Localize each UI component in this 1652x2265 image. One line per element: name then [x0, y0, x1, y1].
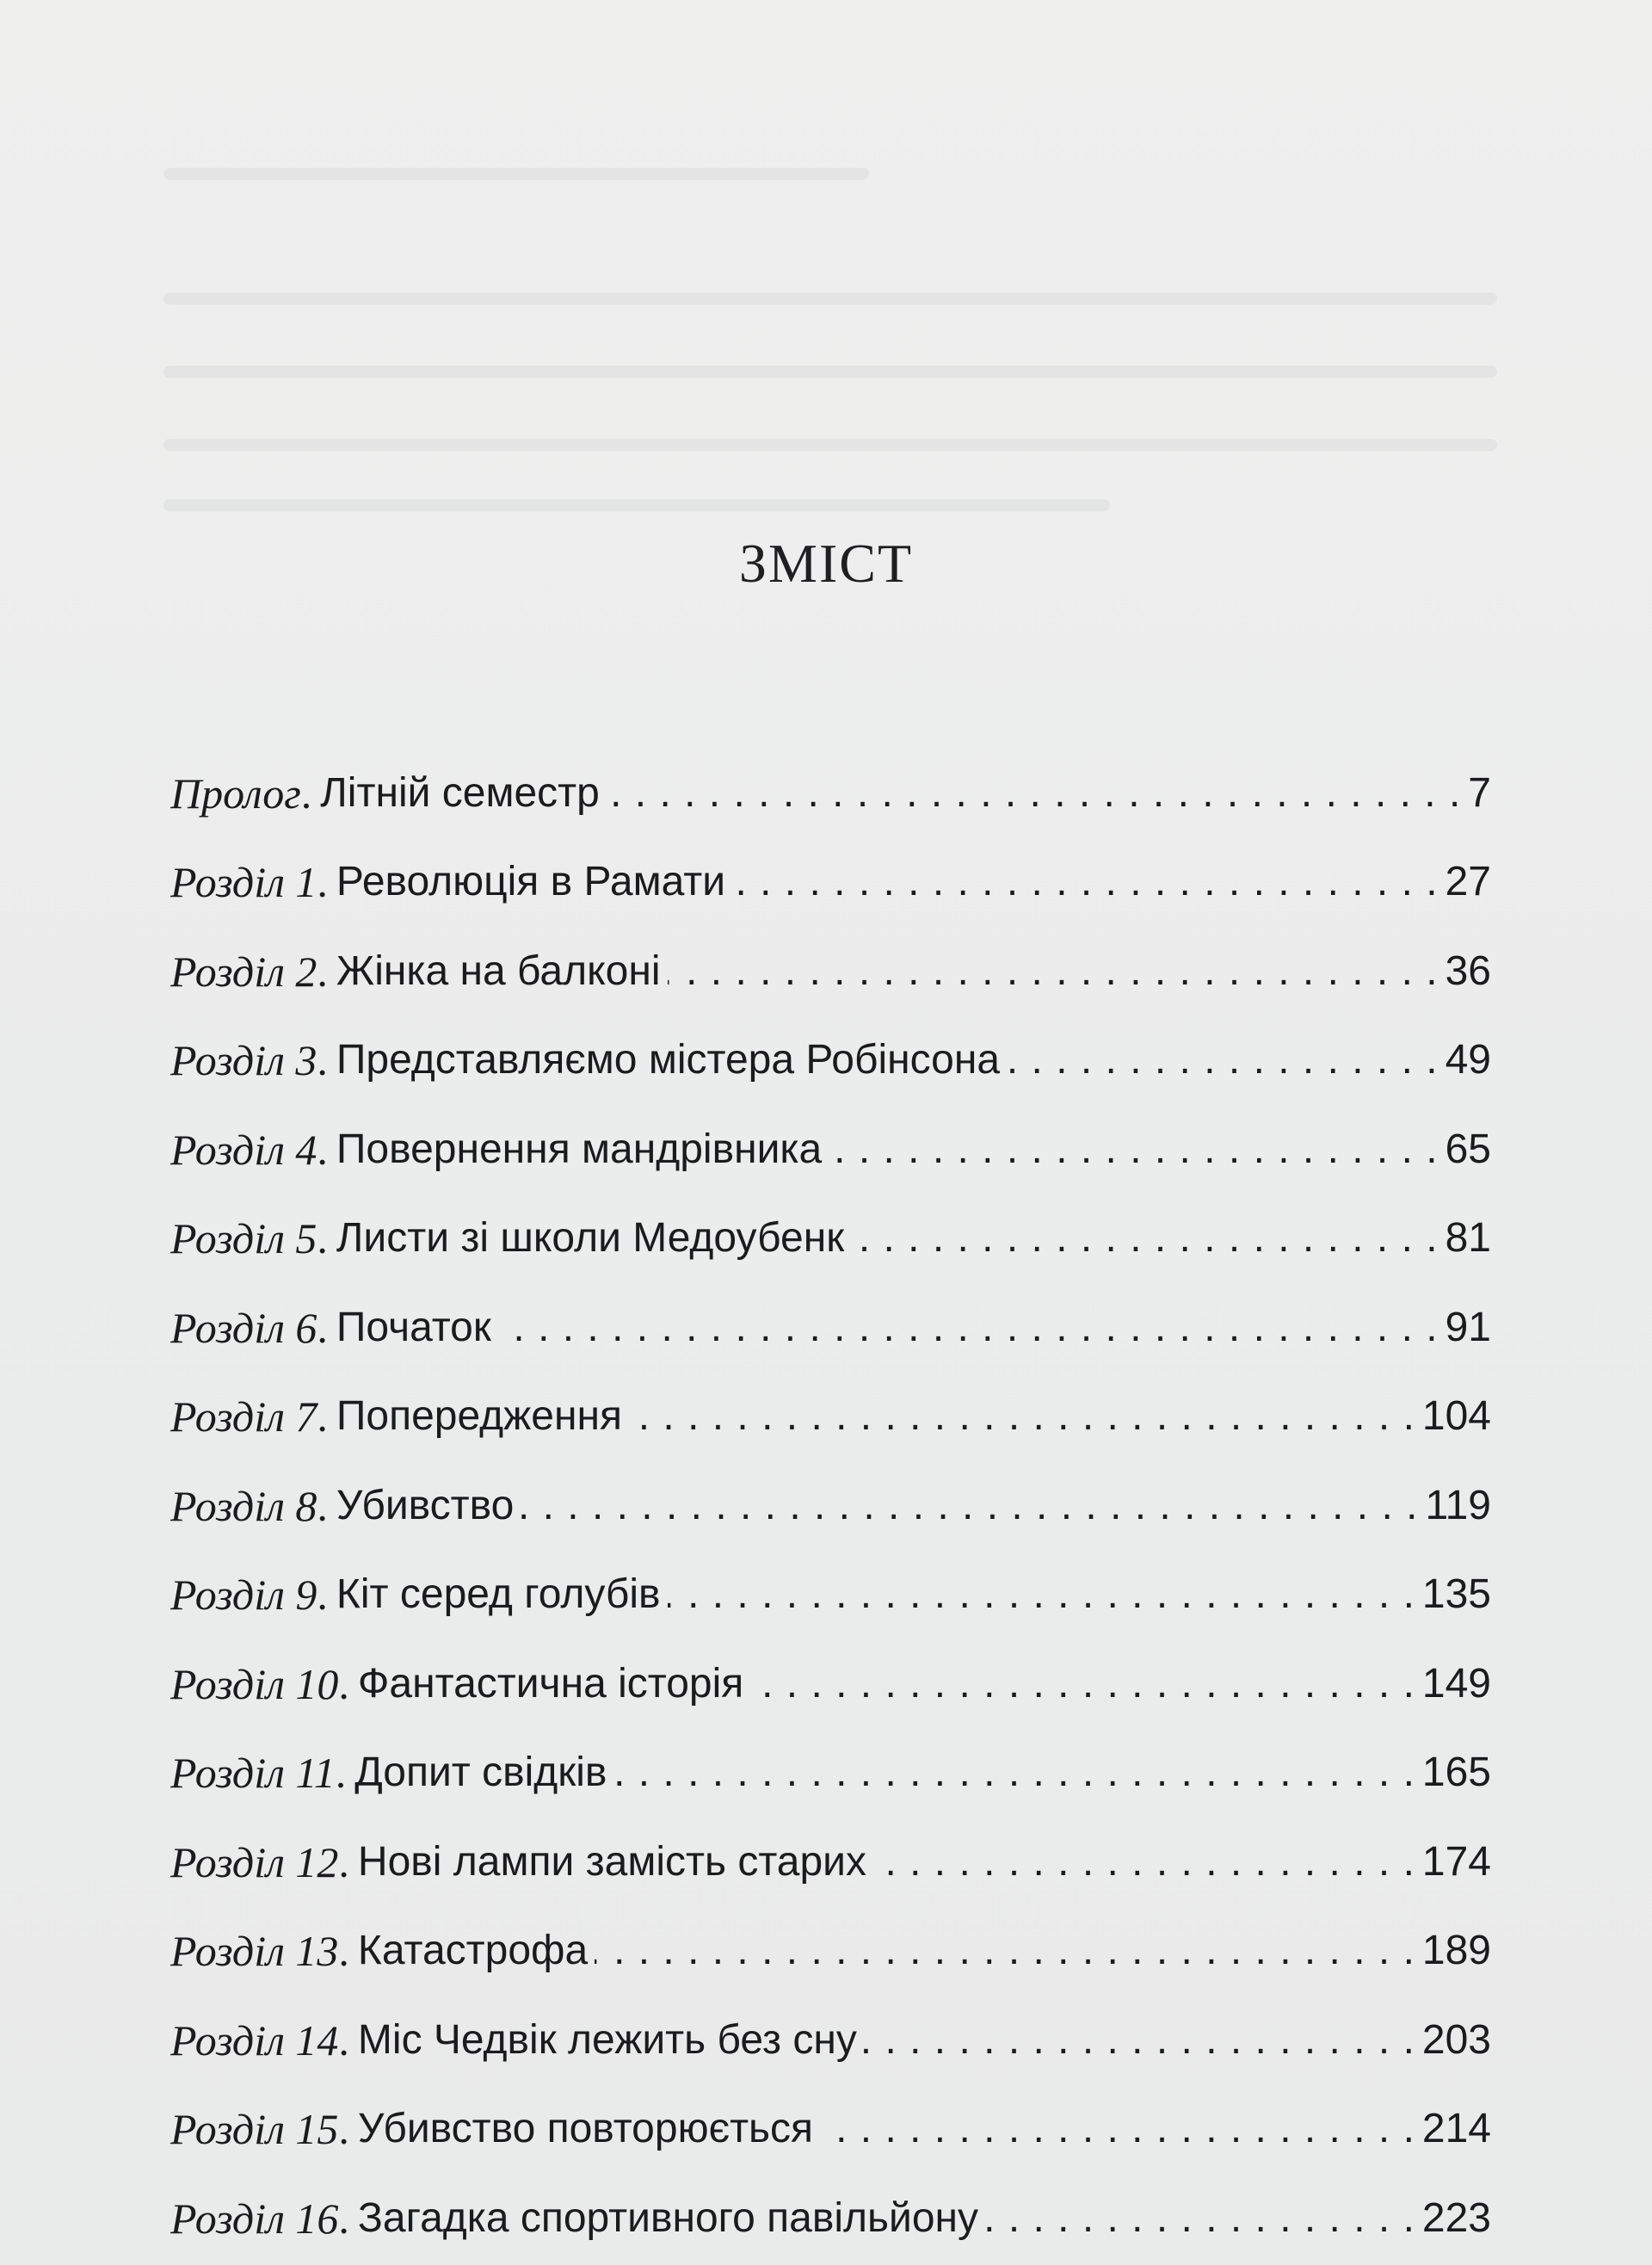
toc-entry-page-number: 189	[1421, 1928, 1491, 1974]
toc-entry-title: Літній семестр	[320, 769, 600, 816]
toc-entry-title: Жінка на балконі	[336, 947, 661, 994]
show-through-line	[163, 439, 1497, 451]
toc-entry-title: Представляємо містера Робінсона	[336, 1037, 1001, 1083]
toc-leader-dots	[595, 1925, 1415, 1977]
toc-entry-separator: .	[317, 1571, 328, 1620]
toc-entry-page-number: 91	[1445, 1304, 1491, 1350]
toc-entry-page-number: 165	[1421, 1750, 1491, 1796]
toc-entry-label: Розділ 10	[170, 1659, 339, 1708]
toc-entry	[170, 1105, 1491, 1194]
toc-entry	[170, 1461, 1491, 1551]
toc-entry	[170, 1818, 1491, 1907]
toc-entry-label: Розділ 1	[170, 858, 317, 907]
toc-leader-dots	[873, 1836, 1415, 1888]
show-through-line	[163, 293, 1497, 305]
toc-entry-label: Розділ 13	[170, 1927, 339, 1976]
toc-entry-title: Фантастична історія	[357, 1660, 744, 1706]
page-title: ЗМІСТ	[738, 533, 914, 594]
toc-entry-separator: .	[335, 1749, 347, 1798]
toc-leader-dots	[851, 1213, 1438, 1264]
toc-entry-title: Листи зі школи Медоубенк	[336, 1215, 845, 1262]
toc-entry-label: Розділ 9	[170, 1571, 317, 1620]
table-of-contents	[170, 749, 1491, 2263]
toc-entry-label: Розділ 4	[170, 1125, 317, 1174]
toc-entry-label: Розділ 8	[170, 1481, 317, 1530]
toc-entry-separator: .	[300, 768, 312, 818]
toc-entry-title: Революція в Рамати	[336, 859, 726, 905]
toc-entry-title: Повернення мандрівника	[336, 1126, 823, 1172]
toc-entry	[170, 2085, 1491, 2175]
toc-entry-page-number: 214	[1421, 2106, 1491, 2152]
toc-entry-label: Розділ 15	[170, 2105, 339, 2154]
toc-entry-label: Розділ 7	[170, 1392, 317, 1441]
toc-leader-dots	[864, 2015, 1415, 2066]
toc-entry	[170, 927, 1491, 1016]
toc-entry-page-number: 49	[1445, 1037, 1491, 1083]
toc-entry-label: Розділ 2	[170, 947, 317, 996]
toc-entry	[170, 1729, 1491, 1818]
toc-entry-title: Катастрофа	[357, 1928, 589, 1974]
toc-entry-title: Попередження	[336, 1393, 622, 1440]
toc-leader-dots	[668, 946, 1439, 997]
toc-entry-page-number: 149	[1421, 1660, 1491, 1706]
toc-entry-page-number: 36	[1445, 947, 1491, 994]
toc-entry	[170, 1373, 1491, 1462]
toc-entry-separator: .	[338, 1659, 349, 1708]
toc-entry-page-number: 223	[1421, 2194, 1491, 2241]
toc-entry-label: Розділ 6	[170, 1303, 317, 1352]
toc-entry-title: Кіт серед голубів	[336, 1571, 661, 1618]
toc-entry-page-number: 119	[1425, 1482, 1491, 1528]
toc-entry-title: Загадка спортивного павільйону	[357, 2194, 979, 2241]
toc-entry-page-number: 174	[1421, 1838, 1491, 1885]
show-through-line	[163, 168, 869, 180]
toc-entry-separator: .	[317, 1214, 328, 1263]
toc-entry	[170, 1996, 1491, 2085]
toc-entry-separator: .	[317, 858, 328, 907]
toc-entry	[170, 1283, 1491, 1373]
toc-leader-dots	[985, 2193, 1415, 2244]
toc-entry-page-number: 104	[1421, 1393, 1491, 1440]
toc-entry-label: Розділ 5	[170, 1214, 317, 1263]
toc-entry	[170, 1194, 1491, 1284]
toc-entry-title: Нові лампи замість старих	[357, 1838, 866, 1885]
toc-entry-page-number: 81	[1445, 1215, 1491, 1262]
toc-entry-separator: .	[338, 2015, 349, 2064]
toc-leader-dots	[629, 1391, 1415, 1442]
toc-entry	[170, 2174, 1491, 2263]
toc-entry-title: Убивство	[336, 1482, 515, 1528]
toc-entry-page-number: 65	[1445, 1126, 1491, 1172]
show-through-line	[163, 366, 1497, 378]
toc-entry-page-number: 203	[1421, 2016, 1491, 2063]
toc-entry	[170, 1639, 1491, 1729]
toc-entry-separator: .	[317, 1481, 328, 1530]
toc-leader-dots	[829, 1124, 1438, 1176]
toc-entry-separator: .	[338, 1837, 349, 1886]
toc-entry-page-number: 7	[1468, 769, 1491, 816]
toc-leader-dots	[521, 1480, 1418, 1532]
toc-entry-label: Пролог	[170, 768, 301, 818]
toc-entry-separator: .	[338, 1927, 349, 1976]
toc-leader-dots	[498, 1302, 1439, 1354]
toc-entry-separator: .	[317, 947, 328, 996]
toc-entry	[170, 1016, 1491, 1106]
toc-entry-title: Початок	[336, 1304, 491, 1350]
toc-entry-title: Міс Чедвік лежить без сну	[357, 2016, 857, 2063]
toc-entry	[170, 749, 1491, 838]
toc-entry-label: Розділ 14	[170, 2015, 339, 2064]
toc-leader-dots	[750, 1658, 1415, 1710]
toc-entry-page-number: 27	[1445, 859, 1491, 905]
toc-entry	[170, 1551, 1491, 1640]
toc-entry	[170, 1907, 1491, 1997]
toc-entry-label: Розділ 12	[170, 1837, 339, 1886]
toc-leader-dots	[607, 768, 1461, 819]
toc-entry-separator: .	[317, 1303, 328, 1352]
show-through-line	[163, 499, 1110, 511]
toc-leader-dots	[613, 1747, 1415, 1799]
toc-entry-separator: .	[317, 1125, 328, 1174]
toc-entry-title: Убивство повторюється	[357, 2106, 814, 2152]
toc-entry-label: Розділ 3	[170, 1036, 317, 1085]
toc-entry-label: Розділ 11	[170, 1749, 336, 1798]
toc-entry-label: Розділ 16	[170, 2194, 339, 2243]
toc-leader-dots	[668, 1569, 1415, 1620]
toc-entry-separator: .	[317, 1392, 328, 1441]
toc-entry-separator: .	[317, 1036, 328, 1085]
toc-leader-dots	[820, 2103, 1415, 2155]
toc-entry-title: Допит свідків	[354, 1750, 607, 1796]
toc-entry-separator: .	[338, 2194, 349, 2243]
toc-entry-page-number: 135	[1421, 1571, 1491, 1618]
toc-leader-dots	[732, 856, 1439, 908]
toc-entry-separator: .	[338, 2105, 349, 2154]
toc-leader-dots	[1007, 1034, 1439, 1086]
toc-entry	[170, 838, 1491, 928]
